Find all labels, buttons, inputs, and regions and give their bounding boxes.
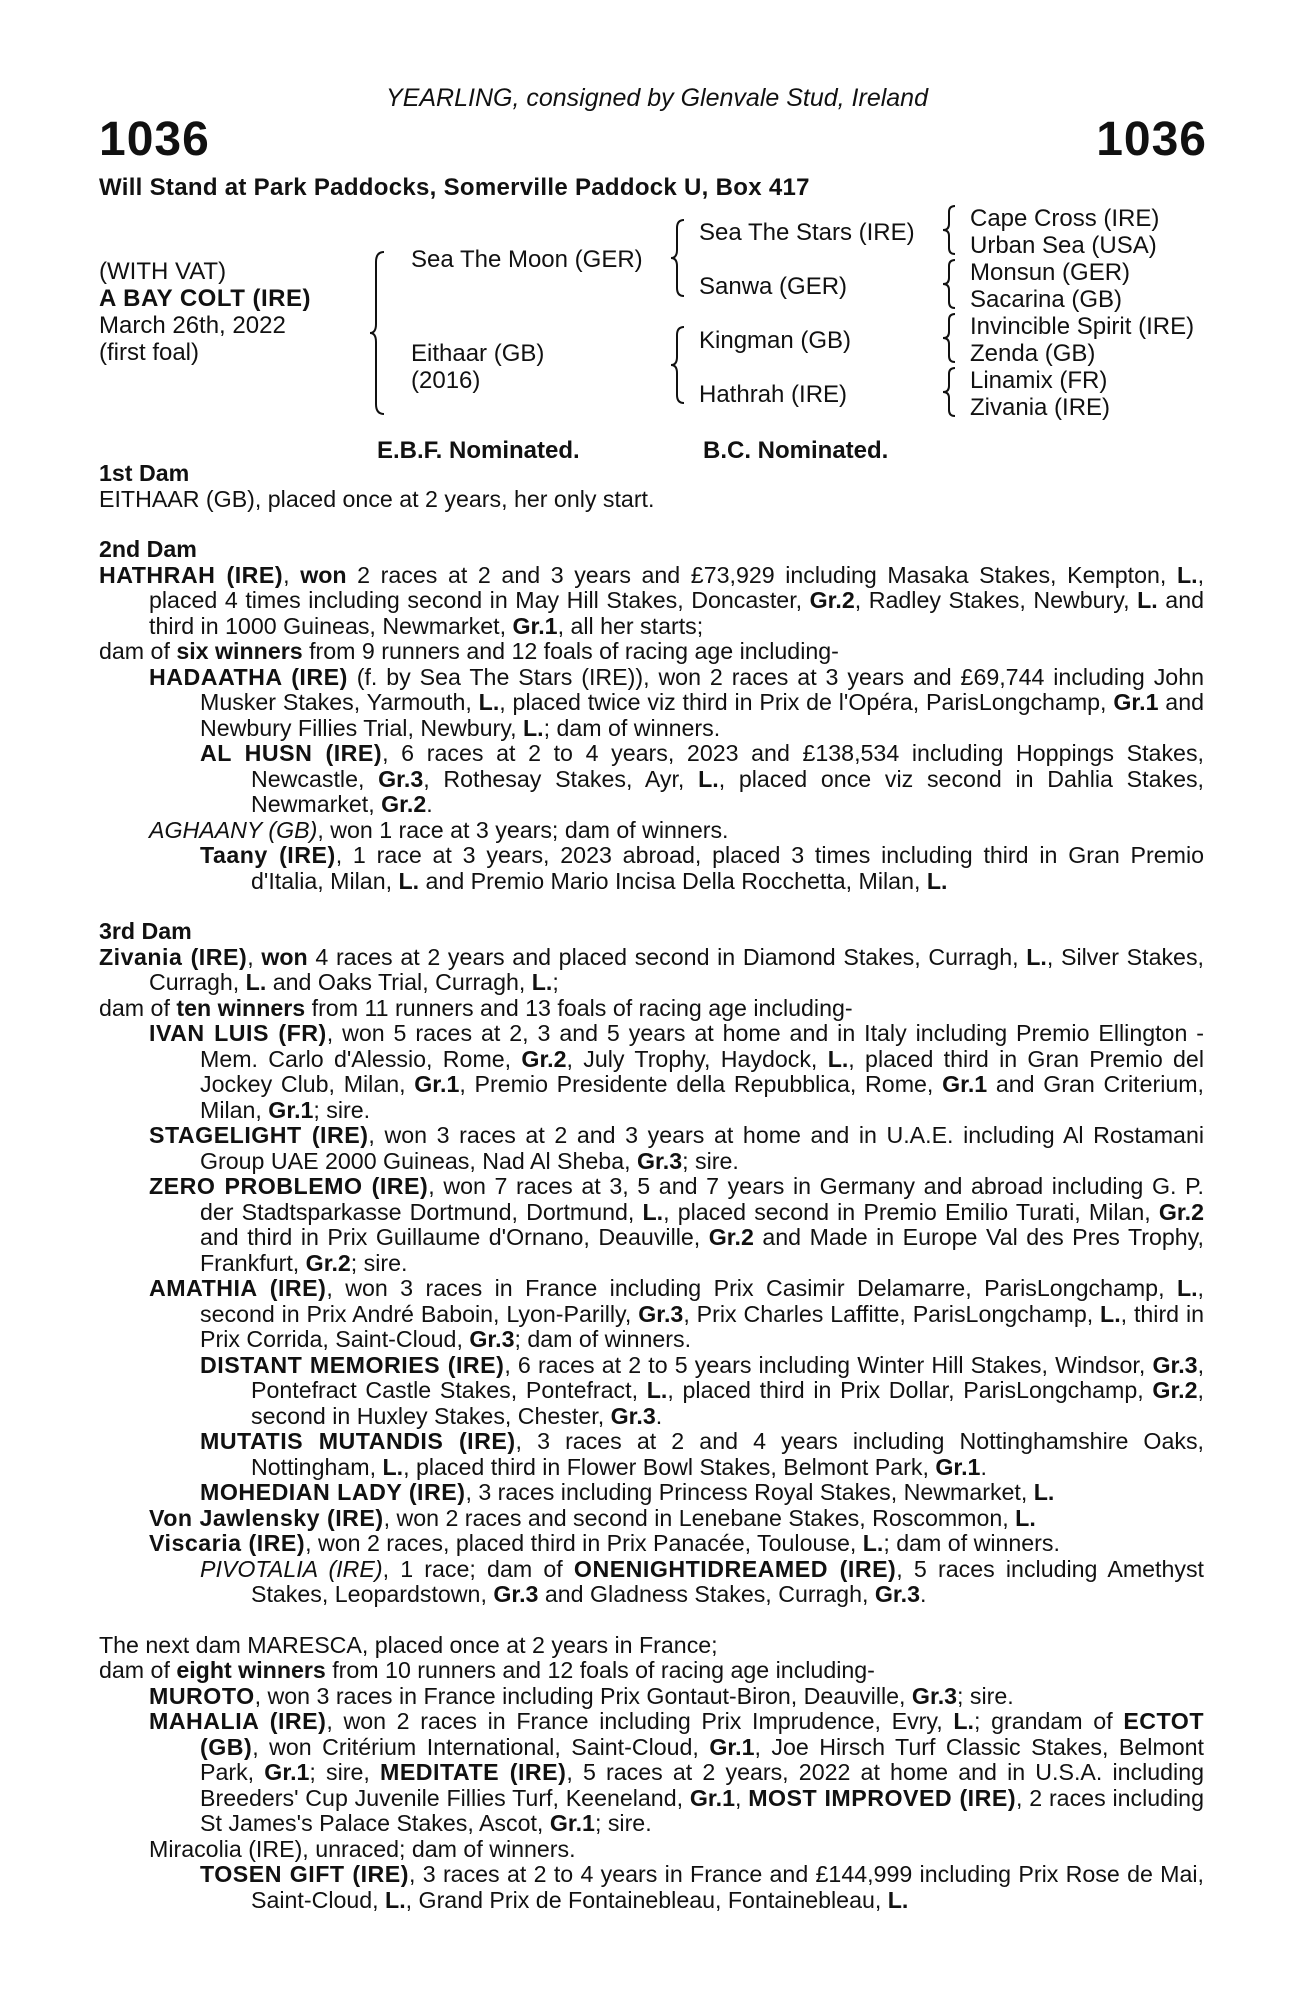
pedigree-sire-dam: Sanwa (GER) <box>699 273 848 300</box>
list-item: TOSEN GIFT (IRE), 3 races at 2 to 4 years in France and £144,999 including Prix Rose de Mai, Saint-Cloud, L., Grand Prix de Fontainebleau, Fontainebleau, L. <box>200 1861 1204 1913</box>
pedigree-brace-g3-2 <box>941 258 959 310</box>
pedigree-g3-4: Sacarina (GB) <box>970 286 1123 313</box>
pedigree-sire-sire: Sea The Stars (IRE) <box>699 219 915 246</box>
next-dam-produce-summary: dam of eight winners from 10 runners and 12 foals of racing age including- <box>99 1657 875 1683</box>
lot-number-right: 1036 <box>1096 113 1207 166</box>
list-item: AMATHIA (IRE), won 3 races in France including Prix Casimir Delamarre, ParisLongchamp, L., second in Prix André Baboin, Lyon-Parilly, Gr.3, Prix Charles Laffitte, ParisLongchamp, L., third in Prix Corrida, Saint-Cloud, Gr.3; dam of winners. <box>149 1275 1204 1352</box>
pedigree-g3-1: Cape Cross (IRE) <box>970 205 1160 232</box>
foaling-date: March 26th, 2022 <box>99 312 286 339</box>
horse-name: A BAY COLT (IRE) <box>99 285 312 312</box>
pedigree-brace-g3-4 <box>941 366 959 418</box>
list-item: AGHAANY (GB), won 1 race at 3 years; dam of winners. <box>149 816 729 843</box>
foal-note: (first foal) <box>99 339 200 366</box>
bc-nomination: B.C. Nominated. <box>703 437 889 464</box>
dam1-heading: 1st Dam <box>99 460 190 486</box>
pedigree-brace-main <box>368 250 390 416</box>
pedigree-g3-6: Zenda (GB) <box>970 340 1096 367</box>
pedigree-dam-year: (2016) <box>411 367 481 394</box>
list-item: PIVOTALIA (IRE), 1 race; dam of ONENIGHTIDREAMED (IRE), 5 races including Amethyst Stakes, Leopardstown, Gr.3 and Gladness Stakes, Curragh, Gr.3. <box>200 1555 1204 1607</box>
pedigree-dam: Eithaar (GB) <box>411 340 545 367</box>
list-item: Viscaria (IRE), won 2 races, placed third in Prix Panacée, Toulouse, L.; dam of winners. <box>149 1530 1060 1556</box>
list-item: ZERO PROBLEMO (IRE), won 7 races at 3, 5 and 7 years in Germany and abroad including G. P. der Stadtsparkasse Dortmund, Dortmund, L., placed second in Premio Emilio Turati, Milan, Gr.2 and third in Prix Guillaume d'Ornano, Deauville, Gr.2 and Made in Europe Val des Pres Trophy, Frankfurt, Gr.2; sire. <box>149 1173 1204 1276</box>
dam3-record: Zivania (IRE), won 4 races at 2 years and placed second in Diamond Stakes, Curragh, L., Silver Stakes, Curragh, L. and Oaks Trial, Curragh, L.; <box>99 943 1204 995</box>
sale-subtitle: YEARLING, consigned by Glenvale Stud, Ireland <box>386 84 928 112</box>
pedigree-dam-sire: Kingman (GB) <box>699 327 852 354</box>
dam2-heading: 2nd Dam <box>99 536 197 562</box>
pedigree-g3-8: Zivania (IRE) <box>970 394 1111 421</box>
pedigree-brace-g3-3 <box>941 312 959 364</box>
list-item: MUTATIS MUTANDIS (IRE), 3 races at 2 and 4 years including Nottinghamshire Oaks, Nottingham, L., placed third in Flower Bowl Stakes, Belmont Park, Gr.1. <box>200 1428 1204 1480</box>
dam2-record: HATHRAH (IRE), won 2 races at 2 and 3 years and £73,929 including Masaka Stakes, Kempton, L., placed 4 times including second in May Hill Stakes, Doncaster, Gr.2, Radley Stakes, Newbury, L. and third in 1000 Guineas, Newmarket, Gr.1, all her starts; <box>99 561 1205 639</box>
pedigree-sire: Sea The Moon (GER) <box>411 246 643 273</box>
list-item: Miracolia (IRE), unraced; dam of winners. <box>149 1835 576 1862</box>
pedigree-brace-dam <box>669 325 689 405</box>
catalogue-body <box>99 461 1204 1913</box>
ebf-nomination: E.B.F. Nominated. <box>377 437 580 464</box>
pedigree-brace-sire <box>669 218 689 298</box>
vat-note: (WITH VAT) <box>99 258 227 285</box>
pedigree-dam-dam: Hathrah (IRE) <box>699 381 848 408</box>
next-dam-record: The next dam MARESCA, placed once at 2 years in France; <box>99 1631 718 1658</box>
pedigree-g3-7: Linamix (FR) <box>970 367 1108 394</box>
list-item: IVAN LUIS (FR), won 5 races at 2, 3 and 5 years at home and in Italy including Premio Ellington - Mem. Carlo d'Alessio, Rome, Gr.2, July Trophy, Haydock, L., placed third in Gran Premio del Jockey Club, Milan, Gr.1, Premio Presidente della Repubblica, Rome, Gr.1 and Gran Criterium, Milan, Gr.1; sire. <box>149 1020 1205 1123</box>
list-item: Taany (IRE), 1 race at 3 years, 2023 abroad, placed 3 times including third in Gran Premio d'Italia, Milan, L. and Premio Mario Incisa Della Rocchetta, Milan, L. <box>200 842 1204 894</box>
pedigree-g3-3: Monsun (GER) <box>970 259 1131 286</box>
pedigree-g3-2: Urban Sea (USA) <box>970 232 1157 259</box>
dam1-text: EITHAAR (GB), placed once at 2 years, her only start. <box>99 485 655 512</box>
list-item: STAGELIGHT (IRE), won 3 races at 2 and 3 years at home and in U.A.E. including Al Rostamani Group UAE 2000 Guineas, Nad Al Sheba, Gr.3; sire. <box>149 1122 1204 1174</box>
lot-number-left: 1036 <box>99 113 210 166</box>
stand-location: Will Stand at Park Paddocks, Somerville Paddock U, Box 417 <box>99 174 810 201</box>
list-item: DISTANT MEMORIES (IRE), 6 races at 2 to 5 years including Winter Hill Stakes, Windsor, Gr.3, Pontefract Castle Stakes, Pontefract, L., placed third in Prix Dollar, ParisLongchamp, Gr.2, second in Huxley Stakes, Chester, Gr.3. <box>200 1351 1205 1429</box>
list-item: AL HUSN (IRE), 6 races at 2 to 4 years, 2023 and £138,534 including Hoppings Stakes, Newcastle, Gr.3, Rothesay Stakes, Ayr, L., placed once viz second in Dahlia Stakes, Newmarket, Gr.2. <box>200 740 1204 817</box>
list-item: MUROTO, won 3 races in France including Prix Gontaut-Biron, Deauville, Gr.3; sire. <box>149 1682 1014 1709</box>
list-item: Von Jawlensky (IRE), won 2 races and second in Lenebane Stakes, Roscommon, L. <box>149 1504 1036 1531</box>
dam2-produce-summary: dam of six winners from 9 runners and 12 foals of racing age including- <box>99 638 839 664</box>
list-item: MOHEDIAN LADY (IRE), 3 races including Princess Royal Stakes, Newmarket, L. <box>200 1479 1055 1505</box>
list-item: HADAATHA (IRE) (f. by Sea The Stars (IRE)), won 2 races at 3 years and £69,744 including John Musker Stakes, Yarmouth, L., placed twice viz third in Prix de l'Opéra, ParisLongchamp, Gr.1 and Newbury Fillies Trial, Newbury, L.; dam of winners. <box>149 663 1204 741</box>
list-item: MAHALIA (IRE), won 2 races in France including Prix Imprudence, Evry, L.; grandam of ECTOT (GB), won Critérium International, Saint-Cloud, Gr.1, Joe Hirsch Turf Classic Stakes, Belmont Park, Gr.1; sire, MEDITATE (IRE), 5 races at 2 years, 2022 at home and in U.S.A. including Breeders' Cup Juvenile Fillies Turf, Keeneland, Gr.1, MOST IMPROVED (IRE), 2 races including St James's Palace Stakes, Ascot, Gr.1; sire. <box>149 1708 1205 1836</box>
pedigree-brace-g3-1 <box>941 204 959 256</box>
dam3-produce-summary: dam of ten winners from 11 runners and 13 foals of racing age including- <box>99 994 853 1021</box>
dam3-heading: 3rd Dam <box>99 918 192 944</box>
pedigree-g3-5: Invincible Spirit (IRE) <box>970 313 1195 340</box>
